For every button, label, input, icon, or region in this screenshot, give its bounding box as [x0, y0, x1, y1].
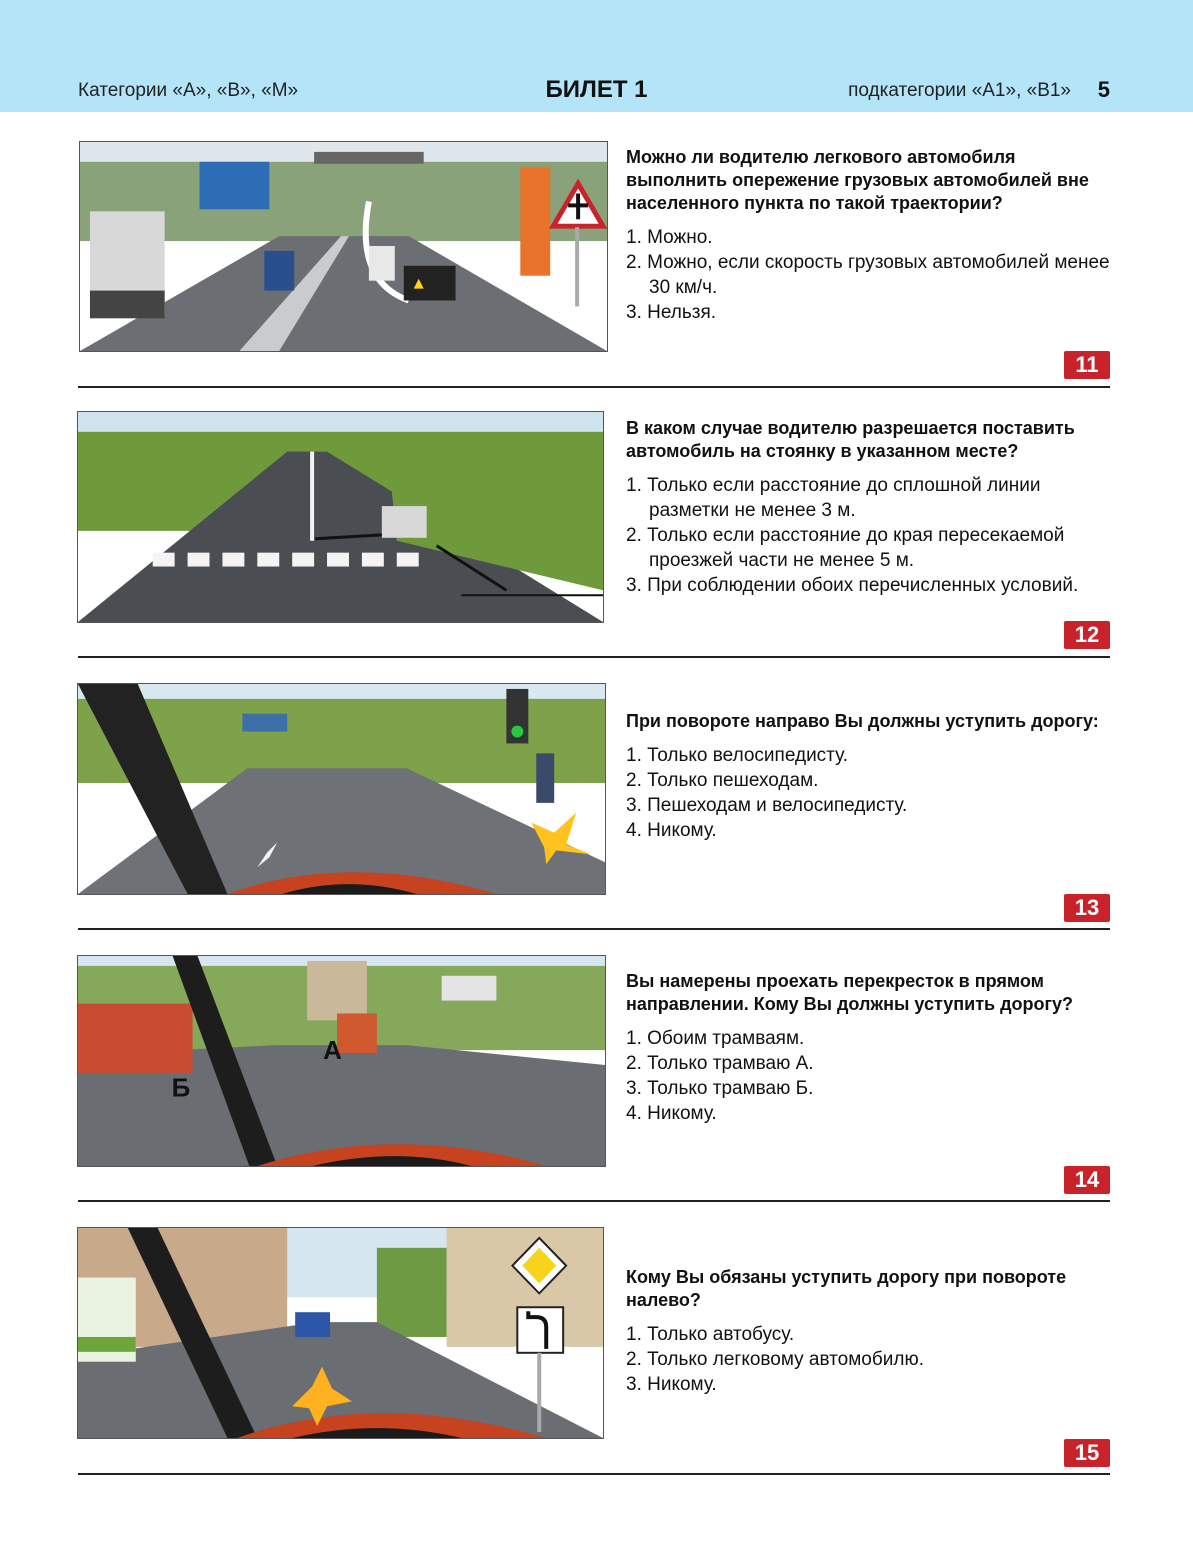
question-12-image	[77, 411, 604, 623]
answer-option[interactable]: 1. Только если расстояние до сплошной линии разметки не менее 3 м.	[626, 475, 1041, 521]
answer-option[interactable]: 4. Никому.	[626, 820, 717, 841]
answer-option[interactable]: 2. Только легковому автомобилю.	[626, 1349, 924, 1370]
question-11-title: Можно ли водителю легкового автомобиля выполнить опережение грузовых автомобилей вне населенного пункта по такой траектории?	[626, 147, 1089, 213]
question-14-title: Вы намерены проехать перекресток в прямом направлении. Кому Вы должны уступить дорогу?	[626, 971, 1074, 1014]
answer-option[interactable]: 2. Только трамваю А.	[626, 1053, 814, 1074]
question-15	[0, 1227, 1193, 1497]
question-11-image	[79, 141, 608, 352]
answer-option[interactable]: 3. Никому.	[626, 1374, 717, 1395]
answer-option[interactable]: 3. При соблюдении обоих перечисленных условий.	[626, 575, 1079, 596]
answer-option[interactable]: 2. Можно, если скорость грузовых автомобилей менее 30 км/ч.	[626, 252, 1110, 298]
question-15-image	[77, 1227, 604, 1439]
question-11-text	[626, 146, 1116, 325]
answer-option[interactable]: 4. Никому.	[626, 1103, 717, 1124]
question-13-number: 13	[1064, 894, 1110, 922]
question-15-number: 15	[1064, 1439, 1110, 1467]
subcategories-label: подкатегории «A1», «B1»	[848, 80, 1071, 101]
question-13-image	[77, 683, 606, 895]
question-13-text	[626, 710, 1116, 843]
divider	[78, 386, 1110, 388]
ticket-title: БИЛЕТ 1	[545, 76, 648, 103]
question-12-answers	[626, 473, 1116, 598]
question-15-answers	[626, 1322, 1116, 1397]
question-15-text	[626, 1266, 1116, 1397]
question-13-answers	[626, 743, 1116, 843]
tram-b-label: Б	[171, 1074, 191, 1103]
question-12-title: В каком случае водителю разрешается поставить автомобиль на стоянку в указанном месте?	[626, 418, 1075, 461]
divider	[78, 1200, 1110, 1202]
answer-option[interactable]: 3. Только трамваю Б.	[626, 1078, 814, 1099]
question-13	[0, 683, 1193, 953]
tram-a-label: А	[323, 1037, 342, 1066]
answer-option[interactable]: 2. Только пешеходам.	[626, 770, 819, 791]
divider	[78, 656, 1110, 658]
question-14-text	[626, 970, 1116, 1126]
question-14-image	[77, 955, 606, 1167]
categories-label: Категории «A», «B», «M»	[78, 80, 299, 101]
question-13-title: При повороте направо Вы должны уступить дорогу:	[626, 711, 1099, 731]
answer-option[interactable]: 2. Только если расстояние до края пересекаемой проезжей части не менее 5 м.	[626, 525, 1065, 571]
question-14-answers	[626, 1026, 1116, 1126]
answer-option[interactable]: 1. Обоим трамваям.	[626, 1028, 805, 1049]
page-header	[0, 0, 1193, 112]
question-11-answers	[626, 225, 1116, 325]
divider	[78, 928, 1110, 930]
question-11-number: 11	[1064, 351, 1110, 379]
question-14-number: 14	[1064, 1166, 1110, 1194]
question-11	[0, 141, 1193, 411]
question-12	[0, 411, 1193, 681]
question-14	[0, 955, 1193, 1225]
divider	[78, 1473, 1110, 1475]
answer-option[interactable]: 3. Нельзя.	[626, 302, 717, 323]
question-12-number: 12	[1064, 621, 1110, 649]
answer-option[interactable]: 1. Можно.	[626, 227, 713, 248]
question-12-text	[626, 417, 1116, 598]
answer-option[interactable]: 3. Пешеходам и велосипедисту.	[626, 795, 908, 816]
page-number: 5	[1097, 77, 1110, 102]
answer-option[interactable]: 1. Только велосипедисту.	[626, 745, 848, 766]
question-15-title: Кому Вы обязаны уступить дорогу при повороте налево?	[626, 1267, 1067, 1310]
answer-option[interactable]: 1. Только автобусу.	[626, 1324, 795, 1345]
